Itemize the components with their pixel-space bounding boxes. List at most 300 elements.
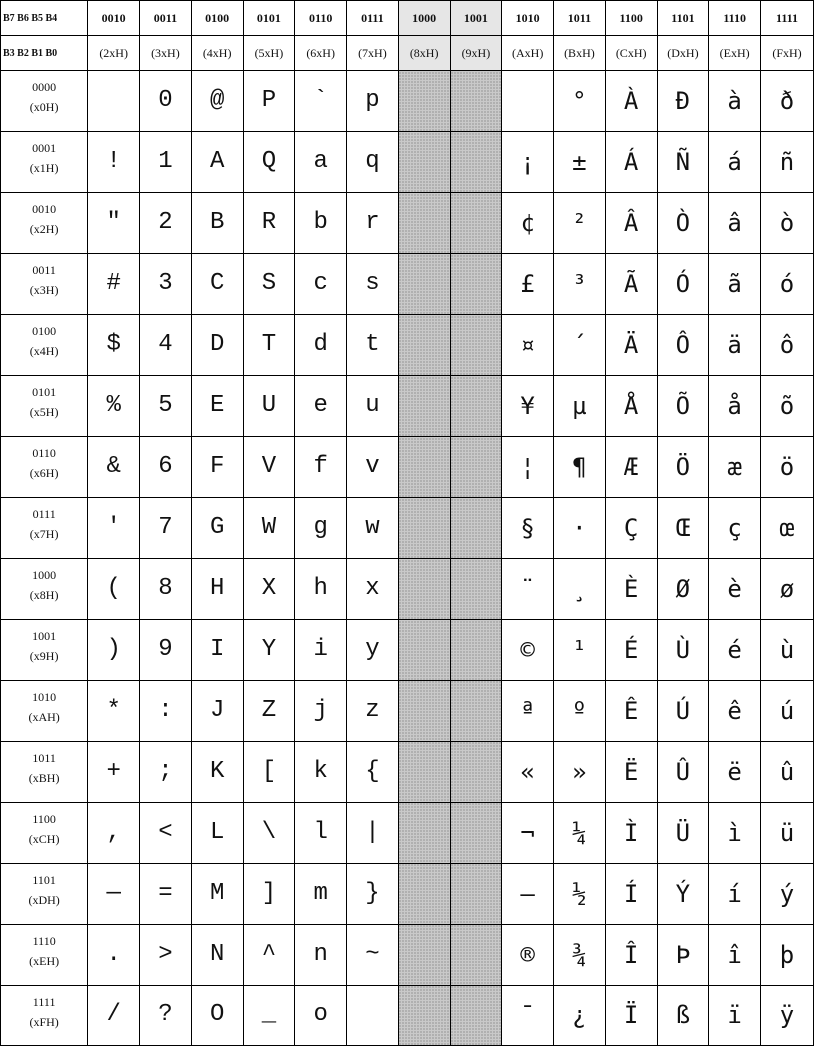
character-cell: ¿ (554, 985, 606, 1045)
character-cell: Ê (605, 680, 657, 741)
character-cell: _ (243, 985, 295, 1045)
table-row (1, 620, 814, 681)
corner-low-bits (1, 36, 88, 71)
character-cell: ® (502, 924, 554, 985)
row-label (1, 437, 88, 498)
character-cell: x (347, 559, 399, 620)
character-cell: s (347, 254, 399, 315)
character-cell: @ (191, 71, 243, 132)
row-hex-label: (xDH) (28, 892, 60, 907)
character-cell: W (243, 498, 295, 559)
character-cell: ç (709, 498, 761, 559)
character-cell: ! (88, 132, 140, 193)
column-binary-header: 0101 (243, 1, 295, 36)
character-cell: ª (502, 680, 554, 741)
row-label (1, 802, 88, 863)
character-cell: | (347, 802, 399, 863)
column-hex-header: (AxH) (502, 36, 554, 71)
character-cell: v (347, 437, 399, 498)
character-cell: + (88, 741, 140, 802)
corner-bit: B0 (45, 47, 58, 59)
row-binary-label: 1010 (32, 689, 57, 704)
character-cell: Ý (657, 863, 709, 924)
column-binary-header: 0100 (191, 1, 243, 36)
character-cell: % (88, 376, 140, 437)
reserved-cell (398, 863, 450, 924)
character-cell: ; (140, 741, 192, 802)
character-cell: ¬ (502, 802, 554, 863)
character-cell: ä (709, 315, 761, 376)
column-binary-header: 1111 (761, 1, 814, 36)
reserved-cell (398, 680, 450, 741)
character-cell: ï (709, 985, 761, 1045)
character-cell: u (347, 376, 399, 437)
character-cell: ß (657, 985, 709, 1045)
row-hex-label: (x6H) (29, 466, 59, 481)
corner-bit: B5 (31, 12, 44, 24)
character-cell: ö (761, 437, 814, 498)
table-row (1, 376, 814, 437)
column-hex-header-row (1, 36, 814, 71)
table-row (1, 802, 814, 863)
character-cell: a (295, 132, 347, 193)
character-cell: » (554, 741, 606, 802)
character-cell: — (88, 863, 140, 924)
character-cell: U (243, 376, 295, 437)
row-hex-label: (xCH) (28, 831, 60, 846)
character-cell: ± (554, 132, 606, 193)
character-cell: å (709, 376, 761, 437)
table-row (1, 498, 814, 559)
character-cell: n (295, 924, 347, 985)
reserved-cell (398, 559, 450, 620)
character-cell: ã (709, 254, 761, 315)
row-binary-label: 1110 (32, 933, 56, 948)
character-cell: ì (709, 802, 761, 863)
character-cell: 8 (140, 559, 192, 620)
character-cell: Ë (605, 741, 657, 802)
character-cell: H (191, 559, 243, 620)
character-cell: & (88, 437, 140, 498)
character-cell: = (140, 863, 192, 924)
character-cell: ¡ (502, 132, 554, 193)
column-hex-header: (4xH) (191, 36, 243, 71)
character-cell: Ò (657, 193, 709, 254)
character-cell: É (605, 620, 657, 681)
column-hex-header: (BxH) (554, 36, 606, 71)
character-cell: r (347, 193, 399, 254)
character-cell: û (761, 741, 814, 802)
reserved-cell (398, 924, 450, 985)
table-row (1, 741, 814, 802)
character-cell: £ (502, 254, 554, 315)
character-cell: Á (605, 132, 657, 193)
row-hex-label: (x9H) (29, 649, 59, 663)
reserved-cell (450, 985, 502, 1045)
row-label (1, 254, 88, 315)
reserved-cell (398, 620, 450, 681)
character-cell: ² (554, 193, 606, 254)
row-binary-label: 0110 (32, 446, 56, 461)
character-cell (88, 71, 140, 132)
character-cell: ò (761, 193, 814, 254)
character-cell: ¾ (554, 924, 606, 985)
reserved-cell (450, 620, 502, 681)
character-cell: Ø (657, 559, 709, 620)
reserved-cell (450, 71, 502, 132)
reserved-cell (450, 132, 502, 193)
character-cell: F (191, 437, 243, 498)
character-cell: h (295, 559, 347, 620)
reserved-cell (450, 315, 502, 376)
character-cell: é (709, 620, 761, 681)
character-cell: Þ (657, 924, 709, 985)
character-cell: : (140, 680, 192, 741)
column-binary-header: 1000 (398, 1, 450, 36)
character-cell: c (295, 254, 347, 315)
column-binary-header: 1001 (450, 1, 502, 36)
row-binary-label: 1000 (32, 568, 57, 583)
character-cell: ø (761, 559, 814, 620)
reserved-cell (450, 559, 502, 620)
column-hex-header: (5xH) (243, 36, 295, 71)
character-cell: Ì (605, 802, 657, 863)
row-label (1, 863, 88, 924)
character-cell: þ (761, 924, 814, 985)
reserved-cell (398, 71, 450, 132)
table-row (1, 863, 814, 924)
corner-bit: B7 (3, 12, 15, 24)
character-cell: à (709, 71, 761, 132)
character-cell (502, 71, 554, 132)
corner-high-bits (1, 1, 88, 36)
row-label (1, 193, 88, 254)
character-cell: 9 (140, 620, 192, 681)
character-cell: À (605, 71, 657, 132)
character-cell: k (295, 741, 347, 802)
table-row (1, 193, 814, 254)
column-binary-header: 0011 (140, 1, 192, 36)
character-cell: í (709, 863, 761, 924)
character-cell: J (191, 680, 243, 741)
character-cell: µ (554, 376, 606, 437)
reserved-cell (398, 498, 450, 559)
character-cell: f (295, 437, 347, 498)
character-cell: Ã (605, 254, 657, 315)
column-binary-header: 1010 (502, 1, 554, 36)
character-cell: â (709, 193, 761, 254)
character-cell: } (347, 863, 399, 924)
character-cell: ( (88, 559, 140, 620)
character-cell: á (709, 132, 761, 193)
column-binary-header: 1100 (605, 1, 657, 36)
character-cell: [ (243, 741, 295, 802)
character-cell: S (243, 254, 295, 315)
character-cell: M (191, 863, 243, 924)
column-binary-header-row (1, 1, 814, 36)
row-label (1, 71, 88, 132)
row-binary-label: 1101 (32, 872, 56, 887)
character-cell: º (554, 680, 606, 741)
row-binary-label: 0001 (32, 141, 57, 156)
column-hex-header: (6xH) (295, 36, 347, 71)
character-cell: ë (709, 741, 761, 802)
character-cell: 5 (140, 376, 192, 437)
character-cell: 0 (140, 71, 192, 132)
character-cell: – (502, 863, 554, 924)
reserved-cell (450, 254, 502, 315)
character-cell: ` (295, 71, 347, 132)
column-hex-header: (FxH) (761, 36, 814, 71)
character-cell: ) (88, 620, 140, 681)
column-binary-header: 1110 (709, 1, 761, 36)
character-cell: Æ (605, 437, 657, 498)
character-cell: $ (88, 315, 140, 376)
column-binary-header: 1101 (657, 1, 709, 36)
character-cell: p (347, 71, 399, 132)
character-cell: R (243, 193, 295, 254)
row-hex-label: (x0H) (29, 100, 59, 115)
table-row (1, 315, 814, 376)
row-hex-label: (x4H) (29, 344, 59, 359)
reserved-cell (398, 437, 450, 498)
character-cell: Å (605, 376, 657, 437)
character-cell: Î (605, 924, 657, 985)
character-cell: ¨ (502, 559, 554, 620)
reserved-cell (450, 863, 502, 924)
table-row (1, 924, 814, 985)
row-hex-label: (x2H) (29, 222, 59, 237)
reserved-cell (450, 741, 502, 802)
column-binary-header: 0111 (347, 1, 399, 36)
character-cell: Ú (657, 680, 709, 741)
character-cell: ' (88, 498, 140, 559)
row-binary-label: 0101 (32, 385, 57, 400)
row-label (1, 924, 88, 985)
row-label (1, 315, 88, 376)
character-cell: œ (761, 498, 814, 559)
character-cell: y (347, 620, 399, 681)
reserved-cell (398, 315, 450, 376)
character-cell: " (88, 193, 140, 254)
character-cell: P (243, 71, 295, 132)
character-cell: î (709, 924, 761, 985)
column-hex-header: (ExH) (709, 36, 761, 71)
character-cell: 6 (140, 437, 192, 498)
character-cell (347, 985, 399, 1045)
character-cell: « (502, 741, 554, 802)
character-cell: Í (605, 863, 657, 924)
character-cell: g (295, 498, 347, 559)
column-hex-header: (8xH) (398, 36, 450, 71)
character-cell: ³ (554, 254, 606, 315)
corner-bit: B2 (17, 47, 29, 59)
character-cell: È (605, 559, 657, 620)
character-cell: / (88, 985, 140, 1045)
character-cell: { (347, 741, 399, 802)
character-cell: ñ (761, 132, 814, 193)
character-cell: Q (243, 132, 295, 193)
character-cell: è (709, 559, 761, 620)
character-cell: Œ (657, 498, 709, 559)
reserved-cell (450, 802, 502, 863)
row-binary-label: 0010 (32, 202, 57, 217)
column-binary-header: 1011 (554, 1, 606, 36)
row-label (1, 376, 88, 437)
character-cell: ð (761, 71, 814, 132)
column-hex-header: (3xH) (140, 36, 192, 71)
character-cell: ù (761, 620, 814, 681)
character-cell: i (295, 620, 347, 681)
reserved-cell (450, 437, 502, 498)
character-cell: ¼ (554, 802, 606, 863)
row-label (1, 620, 88, 681)
reserved-cell (450, 376, 502, 437)
table-body (1, 1, 814, 1046)
row-hex-label: (x8H) (29, 588, 59, 603)
character-cell: Û (657, 741, 709, 802)
character-cell: ý (761, 863, 814, 924)
character-cell: ¦ (502, 437, 554, 498)
character-cell: V (243, 437, 295, 498)
character-cell: ¸ (554, 559, 606, 620)
character-cell: < (140, 802, 192, 863)
character-cell: ¯ (502, 985, 554, 1045)
character-cell: D (191, 315, 243, 376)
row-hex-label: (xAH) (28, 709, 60, 724)
character-cell: © (502, 620, 554, 681)
reserved-cell (450, 680, 502, 741)
character-cell: ¤ (502, 315, 554, 376)
character-cell: > (140, 924, 192, 985)
table-row (1, 985, 814, 1045)
character-cell: ú (761, 680, 814, 741)
character-cell: ¹ (554, 620, 606, 681)
column-binary-header: 0010 (88, 1, 140, 36)
character-cell: Ð (657, 71, 709, 132)
character-cell: ? (140, 985, 192, 1045)
table-row (1, 254, 814, 315)
row-hex-label: (x5H) (29, 405, 59, 420)
table-row (1, 680, 814, 741)
table-row (1, 437, 814, 498)
row-hex-label: (xEH) (29, 953, 60, 968)
character-cell: Ï (605, 985, 657, 1045)
column-hex-header: (2xH) (88, 36, 140, 71)
character-cell: E (191, 376, 243, 437)
character-cell: Ç (605, 498, 657, 559)
character-cell: t (347, 315, 399, 376)
character-cell: L (191, 802, 243, 863)
column-hex-header: (CxH) (605, 36, 657, 71)
row-binary-label: 1001 (32, 629, 57, 643)
row-binary-label: 0111 (32, 507, 56, 522)
character-cell: Ö (657, 437, 709, 498)
character-cell: Z (243, 680, 295, 741)
row-label (1, 559, 88, 620)
row-label (1, 132, 88, 193)
reserved-cell (398, 132, 450, 193)
row-hex-label: (xFH) (29, 1014, 59, 1029)
corner-bit: B1 (31, 47, 44, 59)
character-cell: C (191, 254, 243, 315)
character-cell: ´ (554, 315, 606, 376)
character-cell: b (295, 193, 347, 254)
row-binary-label: 0011 (32, 263, 56, 278)
reserved-cell (398, 985, 450, 1045)
character-cell: m (295, 863, 347, 924)
character-cell: ¢ (502, 193, 554, 254)
character-cell: q (347, 132, 399, 193)
character-cell: ü (761, 802, 814, 863)
character-cell: A (191, 132, 243, 193)
character-cell: · (554, 498, 606, 559)
character-cell: X (243, 559, 295, 620)
character-cell: * (88, 680, 140, 741)
character-cell: T (243, 315, 295, 376)
character-cell: Ñ (657, 132, 709, 193)
character-cell: . (88, 924, 140, 985)
row-hex-label: (x1H) (29, 161, 59, 176)
character-cell: 1 (140, 132, 192, 193)
character-cell: ] (243, 863, 295, 924)
character-cell: ê (709, 680, 761, 741)
character-cell: N (191, 924, 243, 985)
reserved-cell (450, 924, 502, 985)
character-cell: 2 (140, 193, 192, 254)
character-cell: z (347, 680, 399, 741)
table-row (1, 71, 814, 132)
reserved-cell (398, 802, 450, 863)
character-cell: Ô (657, 315, 709, 376)
character-cell: l (295, 802, 347, 863)
character-cell: , (88, 802, 140, 863)
table-row (1, 132, 814, 193)
row-binary-label: 1011 (32, 750, 56, 765)
row-hex-label: (x3H) (29, 283, 59, 298)
character-cell: § (502, 498, 554, 559)
row-binary-label: 0000 (32, 80, 57, 95)
table-row (1, 559, 814, 620)
character-cell: G (191, 498, 243, 559)
character-cell: ¥ (502, 376, 554, 437)
character-cell: Ó (657, 254, 709, 315)
character-cell: 3 (140, 254, 192, 315)
character-cell: I (191, 620, 243, 681)
character-cell: Â (605, 193, 657, 254)
character-cell: ½ (554, 863, 606, 924)
row-hex-label: (x7H) (29, 527, 59, 542)
character-cell: \ (243, 802, 295, 863)
character-cell: j (295, 680, 347, 741)
character-cell: o (295, 985, 347, 1045)
character-cell: Ù (657, 620, 709, 681)
reserved-cell (450, 193, 502, 254)
character-cell: B (191, 193, 243, 254)
reserved-cell (450, 498, 502, 559)
row-label (1, 498, 88, 559)
character-cell: w (347, 498, 399, 559)
character-cell: Õ (657, 376, 709, 437)
reserved-cell (398, 376, 450, 437)
column-hex-header: (7xH) (347, 36, 399, 71)
row-label (1, 741, 88, 802)
character-cell: ^ (243, 924, 295, 985)
corner-bit: B6 (17, 12, 29, 24)
character-cell: # (88, 254, 140, 315)
character-cell: Ä (605, 315, 657, 376)
column-hex-header: (9xH) (450, 36, 502, 71)
